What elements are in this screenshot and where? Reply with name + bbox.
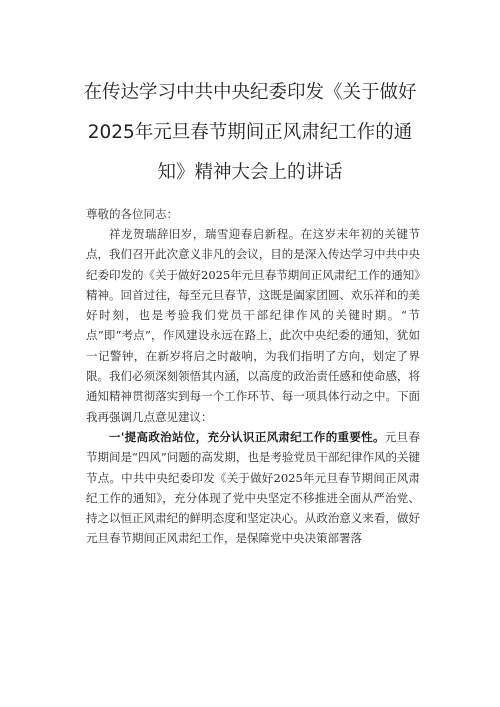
section-heading-1: 一'提高政治站位，充分认识正风肃纪工作的重要性。	[109, 429, 385, 444]
speech-body	[86, 224, 420, 549]
title-line-1: 在传达学习中共中央纪委印发《关于做好	[83, 82, 417, 103]
paragraph-1: 祥龙贺瑞辞旧岁，瑞雪迎春启新程。在这岁末年初的关键节点，我们召开此次意义非凡的会议，目的是深入传达学习中共中央纪委印发的《关于做好2025年元旦春节期间正风肃纪工作的通知》精神。回首过往，每至元旦春节，这既是阖家团圆、欢乐祥和的美好时刻，也是考验我们党员干部纪律作风的关键时期。“节点”即“考点”，作风建设永远在路上，此次中央纪委的通知，犹如一记警钟，在新岁将启之时敲响，为我们指明了方向，划定了界限。我们必须深刻领悟其内涵，以高度的政治责任感和使命感，将通知精神贯彻落实到每一个工作环节、每一项具体行动之中。下面我再强调几点意见建议：	[86, 227, 421, 424]
paragraph-2-text: 元旦春节期间是“四风”问题的高发期，也是考验党员干部纪律作风的关键节点。中共中央纪委印发《关于做好2025年元旦春节期间正风肃纪工作的通知》，充分体现了党中央坚定不移推进全面从严治党、持之以恒正风肃纪的鲜明态度和坚定决心。从政治意义来看，做好元旦春节期间正风肃纪工作，是保障党中央决策部署落	[86, 429, 420, 546]
title-line-2: 2025年元旦春节期间正风肃纪工作的通	[87, 122, 413, 143]
title-line-3: 知》精神大会上的讲话	[157, 162, 343, 183]
salutation: 尊敬的各位同志：	[86, 207, 178, 221]
paragraph-2	[86, 427, 420, 549]
